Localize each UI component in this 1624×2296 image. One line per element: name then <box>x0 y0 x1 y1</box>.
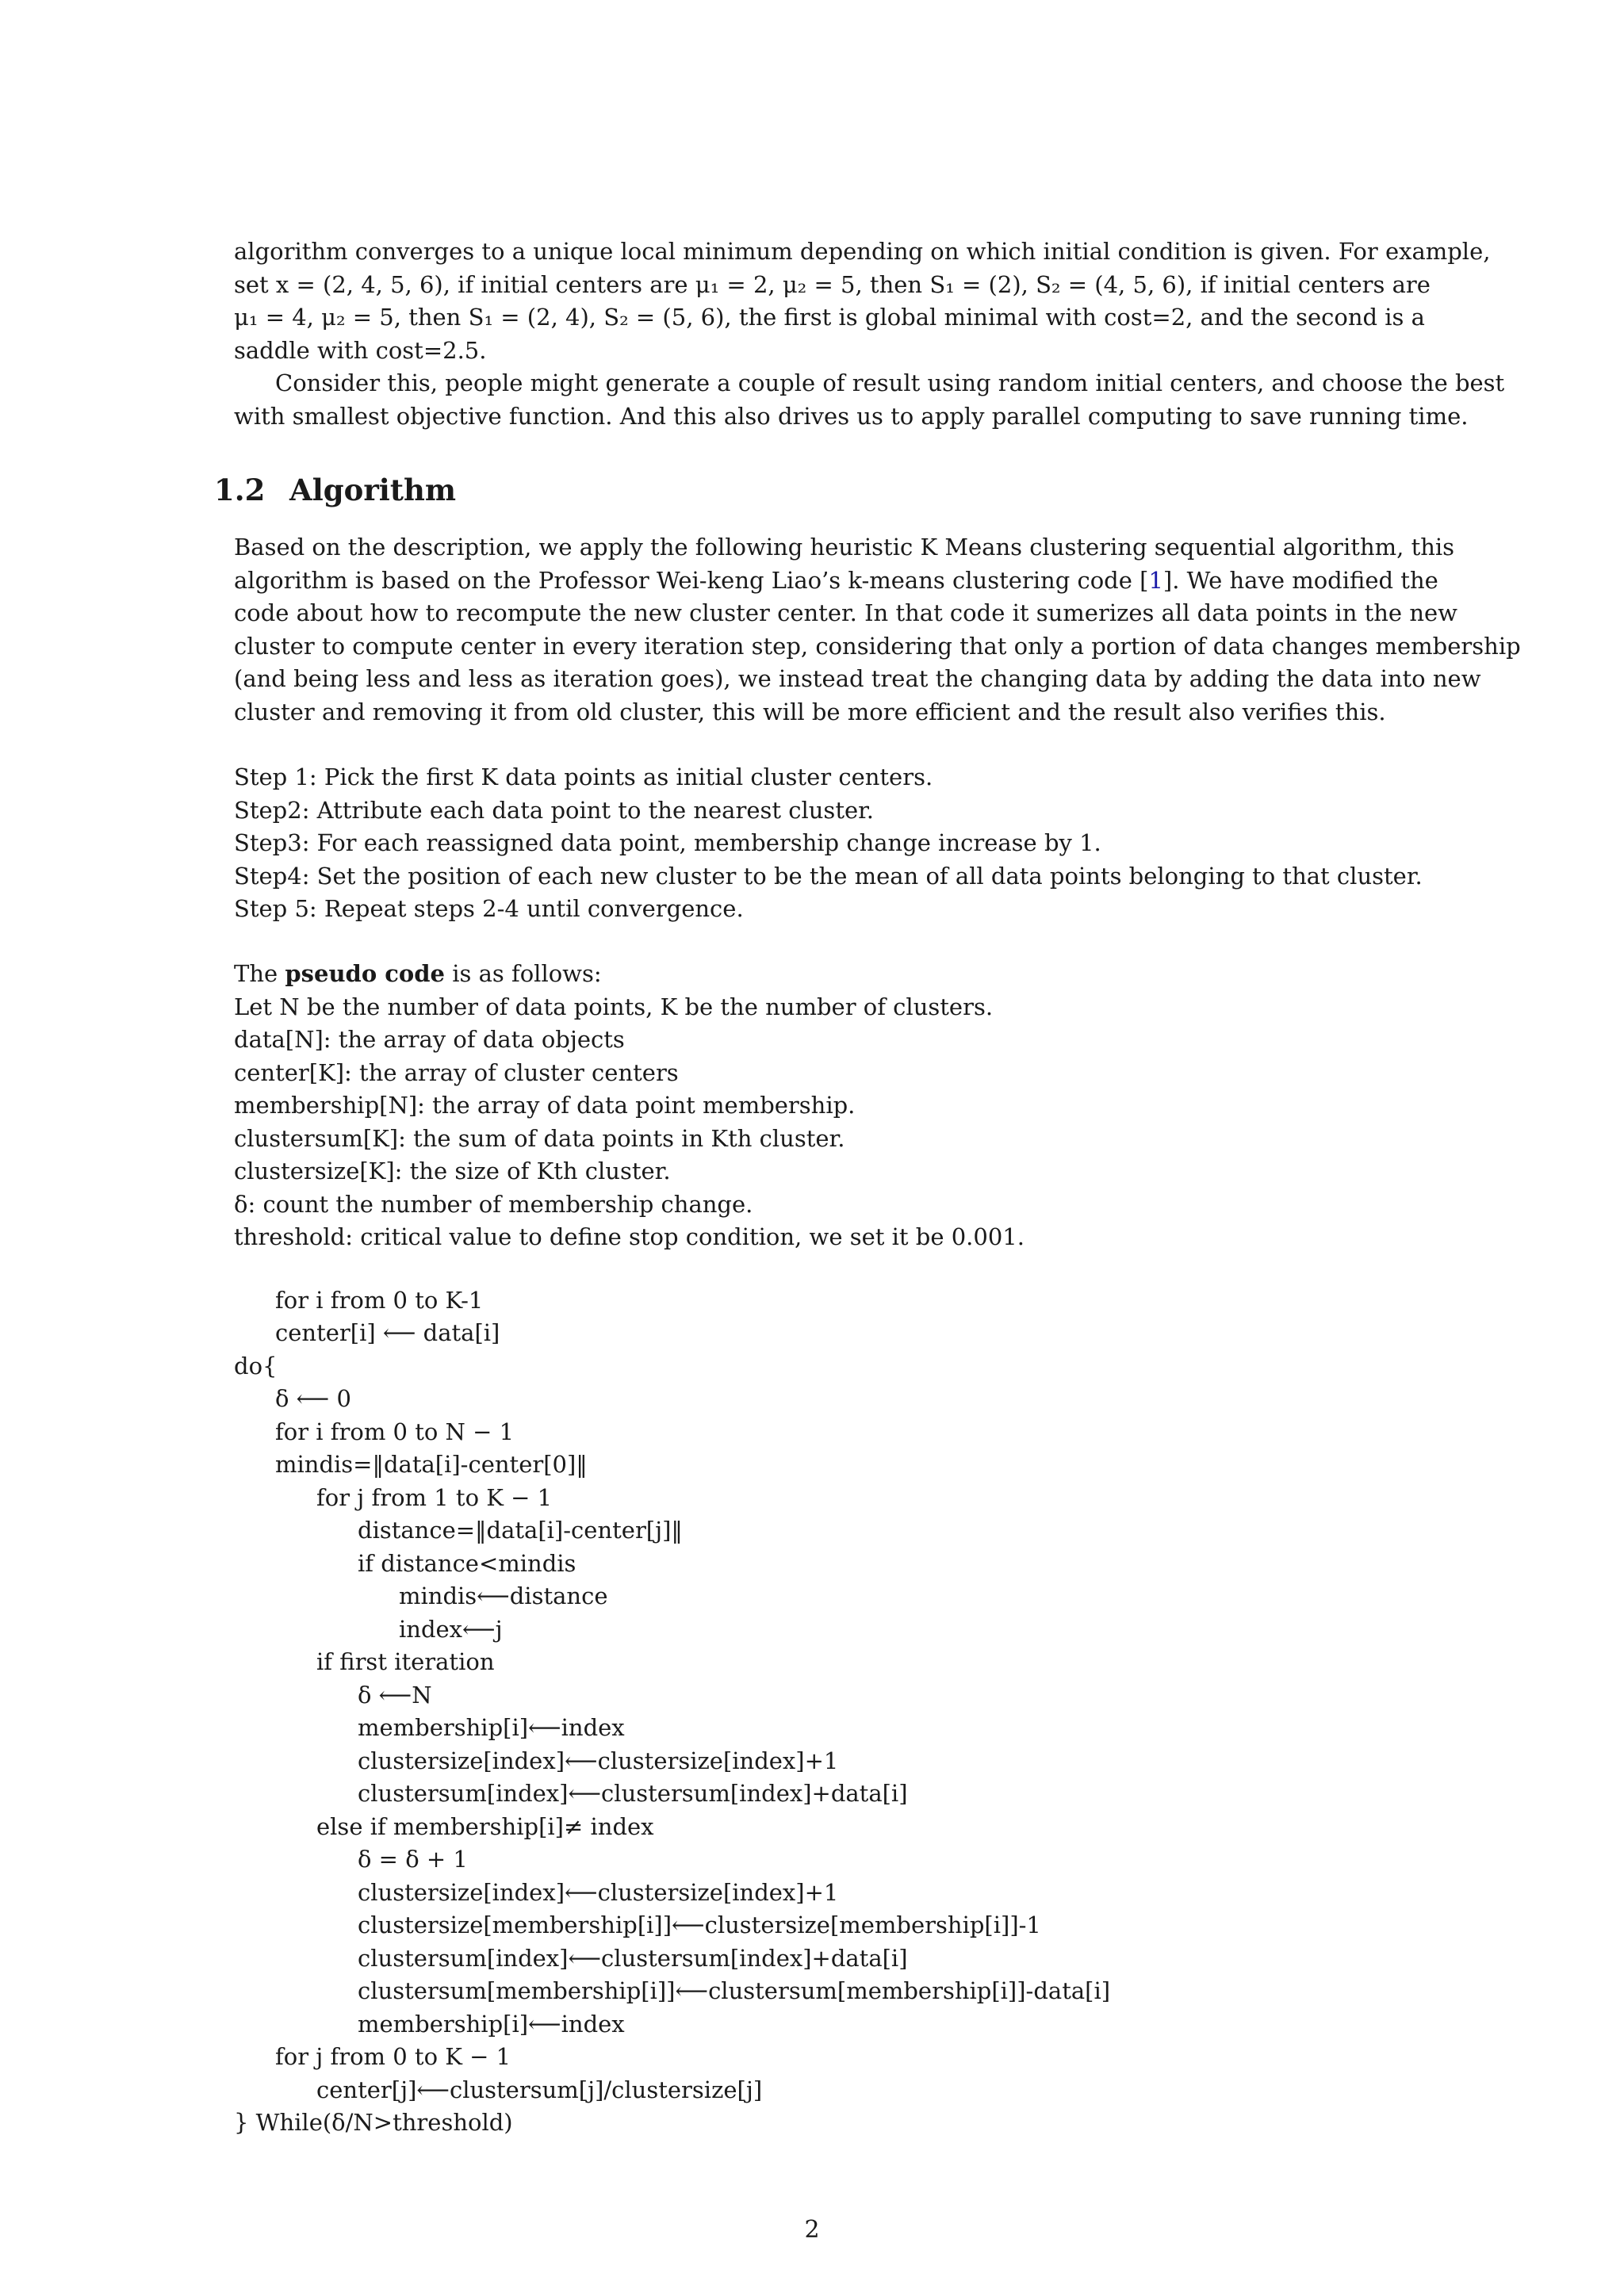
text-line: cluster to compute center in every iteration step, considering that only a portion of data changes membership <box>234 632 1521 660</box>
code-line: else if membership[i]≠ index <box>316 1813 654 1840</box>
code-line: clustersize[index]⟵clustersize[index]+1 <box>358 1747 839 1774</box>
code-line: membership[i]⟵index <box>358 2011 625 2038</box>
code-line: membership[i]⟵index <box>358 1714 625 1741</box>
definition-item: clustersize[K]: the size of Kth cluster. <box>234 1158 671 1184</box>
text-fragment: algorithm is based on the Professor Wei-keng Liao’s k-means clustering code [ <box>234 566 1149 594</box>
definition-item: δ: count the number of membership change. <box>234 1190 753 1218</box>
section-heading <box>214 470 456 510</box>
code-line: distance=‖data[i]-center[j]‖ <box>358 1517 683 1544</box>
step-item: Step3: For each reassigned data point, membership change increase by 1. <box>234 829 1101 856</box>
code-line: center[i] ⟵ data[i] <box>275 1319 500 1346</box>
step-item: Step4: Set the position of each new cluster to be the mean of all data points belonging to that cluster. <box>234 862 1423 890</box>
paragraph-based <box>234 531 1521 729</box>
code-line: index⟵j <box>399 1616 503 1643</box>
code-line: } While(δ/N>threshold) <box>234 2109 513 2136</box>
pseudo-intro <box>234 958 1400 991</box>
text-line: (and being less and less as iteration goes), we instead treat the changing data by adding the data into new <box>234 665 1481 692</box>
text-line: set x = (2, 4, 5, 6), if initial centers are μ₁ = 2, μ₂ = 5, then S₁ = (2), S₂ = (4, 5, 6), if initial centers are <box>234 270 1431 298</box>
text-line: code about how to recompute the new cluster center. In that code it sumerizes all data points in the new <box>234 599 1457 626</box>
code-line: do{ <box>234 1353 278 1380</box>
code-line: δ ⟵N <box>358 1682 432 1709</box>
definition-item: center[K]: the array of cluster centers <box>234 1058 679 1086</box>
code-line: clustersum[index]⟵clustersum[index]+data[i] <box>358 1780 908 1807</box>
text-fragment: is as follows: <box>445 960 602 987</box>
text-fragment: ]. We have modified the <box>1162 566 1438 594</box>
step-item: Step 1: Pick the first K data points as initial cluster centers. <box>234 763 933 790</box>
code-line: clustersize[index]⟵clustersize[index]+1 <box>358 1879 839 1906</box>
step-item: Step 5: Repeat steps 2-4 until convergence. <box>234 895 744 922</box>
text-line: with smallest objective function. And this also drives us to apply parallel computing to save running time. <box>234 402 1469 430</box>
code-line: δ ⟵ 0 <box>275 1385 351 1412</box>
code-line: clustersize[membership[i]]⟵clustersize[membership[i]]-1 <box>358 1911 1041 1938</box>
citation-link[interactable]: 1 <box>1148 566 1163 594</box>
definition-item: threshold: critical value to define stop condition, we set it be 0.001. <box>234 1223 1025 1250</box>
text-line: μ₁ = 4, μ₂ = 5, then S₁ = (2, 4), S₂ = (5, 6), the first is global minimal with cost=2, and the second is a <box>234 304 1425 331</box>
paragraph-intro <box>234 235 1491 367</box>
section-number: 1.2 <box>214 473 266 507</box>
code-line: mindis⟵distance <box>399 1582 608 1609</box>
pseudo-definitions <box>234 958 1400 1254</box>
code-line: for i from 0 to K-1 <box>275 1287 484 1314</box>
code-line: δ = δ + 1 <box>358 1846 468 1873</box>
code-line: center[j]⟵clustersum[j]/clustersize[j] <box>316 2076 763 2103</box>
step-item: Step2: Attribute each data point to the nearest cluster. <box>234 796 875 824</box>
code-line: for j from 0 to K − 1 <box>275 2043 511 2070</box>
code-line: mindis=‖data[i]-center[0]‖ <box>275 1451 588 1478</box>
code-line: clustersum[index]⟵clustersum[index]+data[i] <box>358 1945 908 1972</box>
text-line: Consider this, people might generate a couple of result using random initial centers, and choose the best <box>275 369 1505 396</box>
steps-list <box>234 761 1423 926</box>
text-line <box>234 564 1438 598</box>
paragraph-consider <box>234 367 1505 433</box>
text-fragment: The <box>234 960 285 987</box>
definition-item: Let N be the number of data points, K be the number of clusters. <box>234 993 994 1020</box>
text-line: Based on the description, we apply the following heuristic K Means clustering sequential algorithm, this <box>234 534 1455 561</box>
text-line: cluster and removing it from old cluster, this will be more efficient and the result also verifies this. <box>234 698 1386 725</box>
code-line: if distance<mindis <box>358 1550 576 1577</box>
text-line: algorithm converges to a unique local minimum depending on which initial condition is given. For example, <box>234 238 1491 265</box>
section-title: Algorithm <box>289 473 457 507</box>
text-line: saddle with cost=2.5. <box>234 336 487 364</box>
definition-item: membership[N]: the array of data point membership. <box>234 1092 856 1119</box>
bold-term: pseudo code <box>285 960 445 987</box>
code-line: clustersum[membership[i]]⟵clustersum[membership[i]]-data[i] <box>358 1977 1111 2004</box>
definition-item: clustersum[K]: the sum of data points in Kth cluster. <box>234 1124 845 1152</box>
definition-item: data[N]: the array of data objects <box>234 1026 625 1053</box>
code-line: for j from 1 to K − 1 <box>316 1484 553 1511</box>
page-number: 2 <box>804 2216 820 2244</box>
code-line: for i from 0 to N − 1 <box>275 1418 515 1445</box>
code-line: if first iteration <box>316 1648 495 1675</box>
